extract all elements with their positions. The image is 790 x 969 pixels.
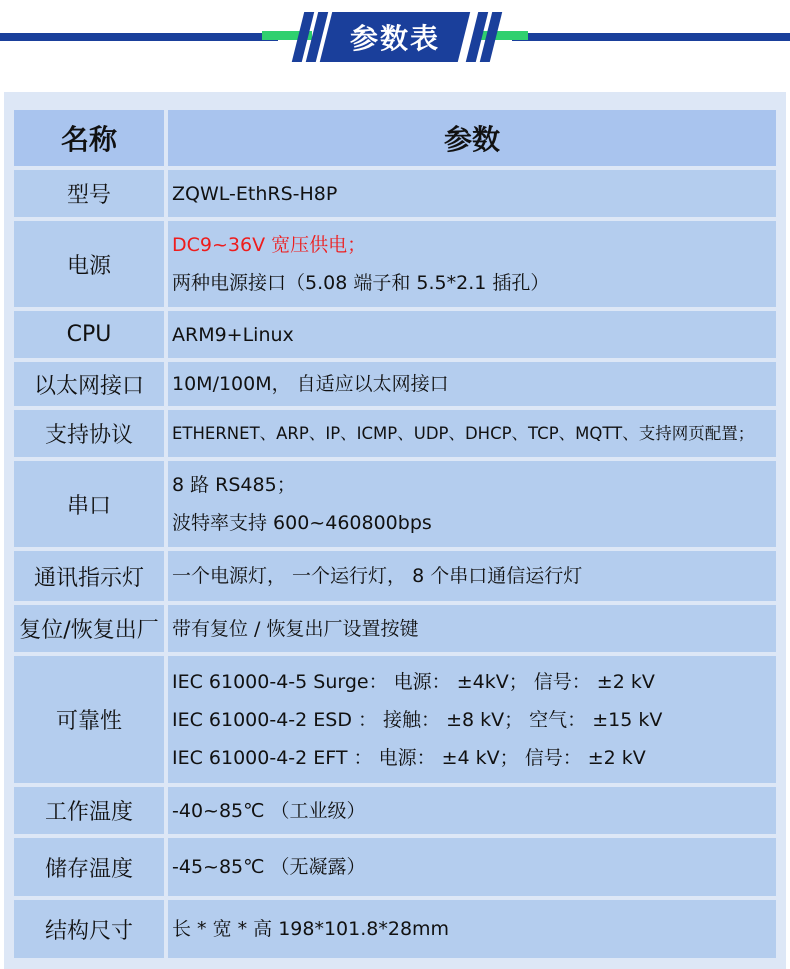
row-value-indicators bbox=[168, 551, 776, 601]
value-line: -45~85℃ （无凝露） bbox=[172, 856, 366, 878]
value-line: 8 路 RS485； bbox=[172, 474, 296, 496]
row-value-serial bbox=[168, 461, 776, 547]
title-banner bbox=[0, 0, 790, 90]
row-name-serial: 串口 bbox=[14, 461, 164, 547]
value-line: 长 * 宽 * 高 198*101.8*28mm bbox=[172, 918, 450, 940]
row-name-protocols: 支持协议 bbox=[14, 410, 164, 457]
row-value-reliability bbox=[168, 656, 776, 783]
table-row bbox=[14, 461, 776, 547]
row-value-protocols bbox=[168, 410, 776, 457]
value-line: -40~85℃ （工业级） bbox=[172, 799, 366, 822]
table-row bbox=[14, 551, 776, 601]
value-line: 波特率支持 600~460800bps bbox=[172, 512, 432, 534]
row-name-operating-temp: 工作温度 bbox=[14, 787, 164, 834]
header-name-cell: 名称 bbox=[14, 110, 164, 166]
row-name-power: 电源 bbox=[14, 221, 164, 307]
table-row bbox=[14, 787, 776, 834]
row-name-storage-temp: 储存温度 bbox=[14, 838, 164, 896]
table-row bbox=[14, 221, 776, 307]
row-value-storage-temp bbox=[168, 838, 776, 896]
row-name-model: 型号 bbox=[14, 170, 164, 217]
value-line: ARM9+Linux bbox=[172, 323, 294, 346]
row-value-cpu bbox=[168, 311, 776, 358]
value-line: ETHERNET、ARP、IP、ICMP、UDP、DHCP、TCP、MQTT、支持网页配置； bbox=[172, 423, 755, 443]
value-line: IEC 61000-4-2 EFT ： 电源： ±4 kV； 信号： ±2 kV bbox=[172, 746, 646, 769]
page-title: 参数表 bbox=[349, 22, 440, 55]
table-row bbox=[14, 656, 776, 783]
table-header-row bbox=[14, 110, 776, 166]
value-line: 一个电源灯， 一个运行灯， 8 个串口通信运行灯 bbox=[172, 565, 583, 587]
table-row bbox=[14, 605, 776, 652]
value-line: IEC 61000-4-5 Surge： 电源： ±4kV； 信号： ±2 kV bbox=[172, 670, 655, 693]
value-line: ZQWL-EthRS-H8P bbox=[172, 182, 338, 205]
row-value-reset bbox=[168, 605, 776, 652]
value-line: 10M/100M， 自适应以太网接口 bbox=[172, 373, 449, 395]
row-value-dimensions bbox=[168, 900, 776, 958]
row-name-reliability: 可靠性 bbox=[14, 656, 164, 783]
row-value-ethernet bbox=[168, 362, 776, 406]
row-value-model bbox=[168, 170, 776, 217]
table-row bbox=[14, 311, 776, 358]
table-row bbox=[14, 410, 776, 457]
row-name-cpu: CPU bbox=[14, 311, 164, 358]
row-name-indicators: 通讯指示灯 bbox=[14, 551, 164, 601]
value-line: 两种电源接口（5.08 端子和 5.5*2.1 插孔） bbox=[172, 272, 550, 294]
row-name-ethernet: 以太网接口 bbox=[14, 362, 164, 406]
value-line: 带有复位 / 恢复出厂设置按键 bbox=[172, 617, 419, 640]
value-line: IEC 61000-4-2 ESD ： 接触： ±8 kV； 空气： ±15 kV bbox=[172, 708, 663, 731]
header-value-cell: 参数 bbox=[168, 110, 776, 166]
row-name-dimensions: 结构尺寸 bbox=[14, 900, 164, 958]
row-value-power bbox=[168, 221, 776, 307]
table-row bbox=[14, 362, 776, 406]
banner-line-left bbox=[0, 33, 278, 41]
table-row bbox=[14, 838, 776, 896]
table-row bbox=[14, 170, 776, 217]
row-name-reset: 复位/恢复出厂 bbox=[14, 605, 164, 652]
table-row bbox=[14, 900, 776, 958]
value-line-highlight: DC9~36V 宽压供电； bbox=[172, 234, 367, 256]
banner-line-right bbox=[512, 33, 790, 41]
row-value-operating-temp bbox=[168, 787, 776, 834]
